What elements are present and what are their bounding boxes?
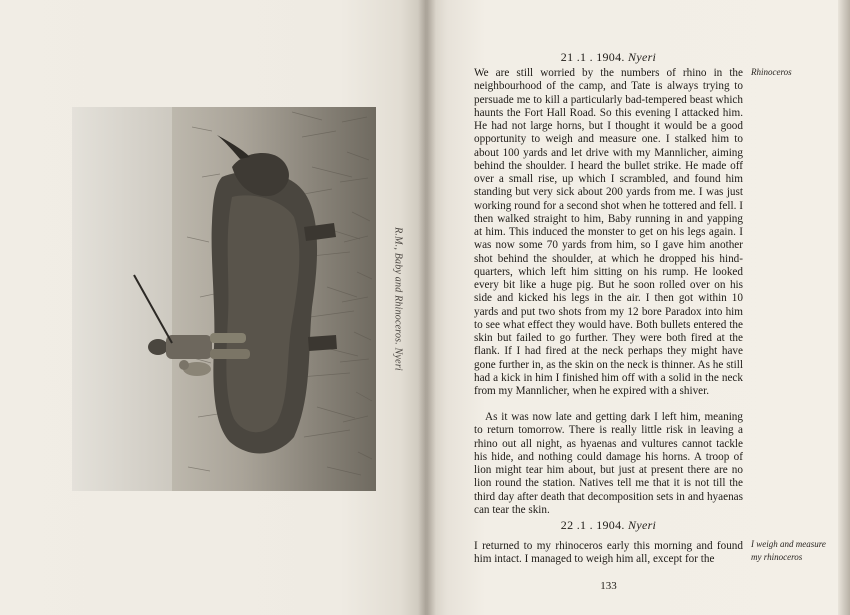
entry-date-heading: 21 .1 . 1904. Nyeri [560, 50, 657, 64]
page-edge [838, 0, 850, 615]
paragraph: I returned to my rhinoceros early this morning and found him intact. I managed to weigh him all, except for the [474, 540, 743, 566]
book-gutter [418, 0, 436, 615]
paragraph: We are still worried by the numbers of rhino in the neighbourhood of the camp, and Tate is always trying to persuade me to kill a particularly bad-tempered beast which haunts the Fort Hall Road. So this evening I attacked him. He had not large horns, but I thought it would be a good opportunity to weigh and measure one. I stalked him to about 100 yards and let drive with my Mannlicher, aiming behind the shoulder. I heard the bullet strike. He made off over a small rise, up which I scrambled, and found him standing but very sick about 200 yards from me. I was just working round for a second shot when he tottered and fell. I then walked straight to him, Baby running in and yapping at him. This induced the monster to get on his legs again. I was now some 70 yards from him, so I gave him another shot behind the shoulder, at which he dropped his hind-quarters, which left him sitting on his rump. He looked every bit like a huge pig. But he soon rolled over on his side and kicked his legs in the air. I then got within 10 yards and put two shots from my 12 bore Paradox into him to see what effect they would have. Both bullets entered the skin but failed to go further. They were both fired at the flank. If I had fired at the neck perhaps they might have gone further in, as the skin on the neck is thinner. As he still had a kick in him I finished him off with a solid in the neck from my Mannlicher, when he expired with a shiver. [474, 67, 743, 397]
page-number: 133 [600, 580, 617, 592]
photo-plate [72, 107, 376, 491]
margin-note: I weigh and measure my rhinoceros [751, 539, 826, 562]
rhinoceros-photo [72, 107, 376, 491]
margin-note: Rhinoceros [751, 67, 792, 77]
entry-date-heading: 22 .1 . 1904. Nyeri [560, 518, 657, 532]
plate-caption: R.M., Baby and Rhinoceros. Nyeri [392, 227, 404, 371]
paragraph: As it was now late and getting dark I left him, meaning to return tomorrow. There is really little risk in leaving a rhino out all night, as hyaenas and vultures cannot tackle his hide, and nothing could damage his horns. A troop of lion might tear him about, but just at present there are no lion round the station. Natives tell me that it is not till the third day after death that decomposition sets in and hyaenas can tear the skin. [474, 411, 743, 516]
